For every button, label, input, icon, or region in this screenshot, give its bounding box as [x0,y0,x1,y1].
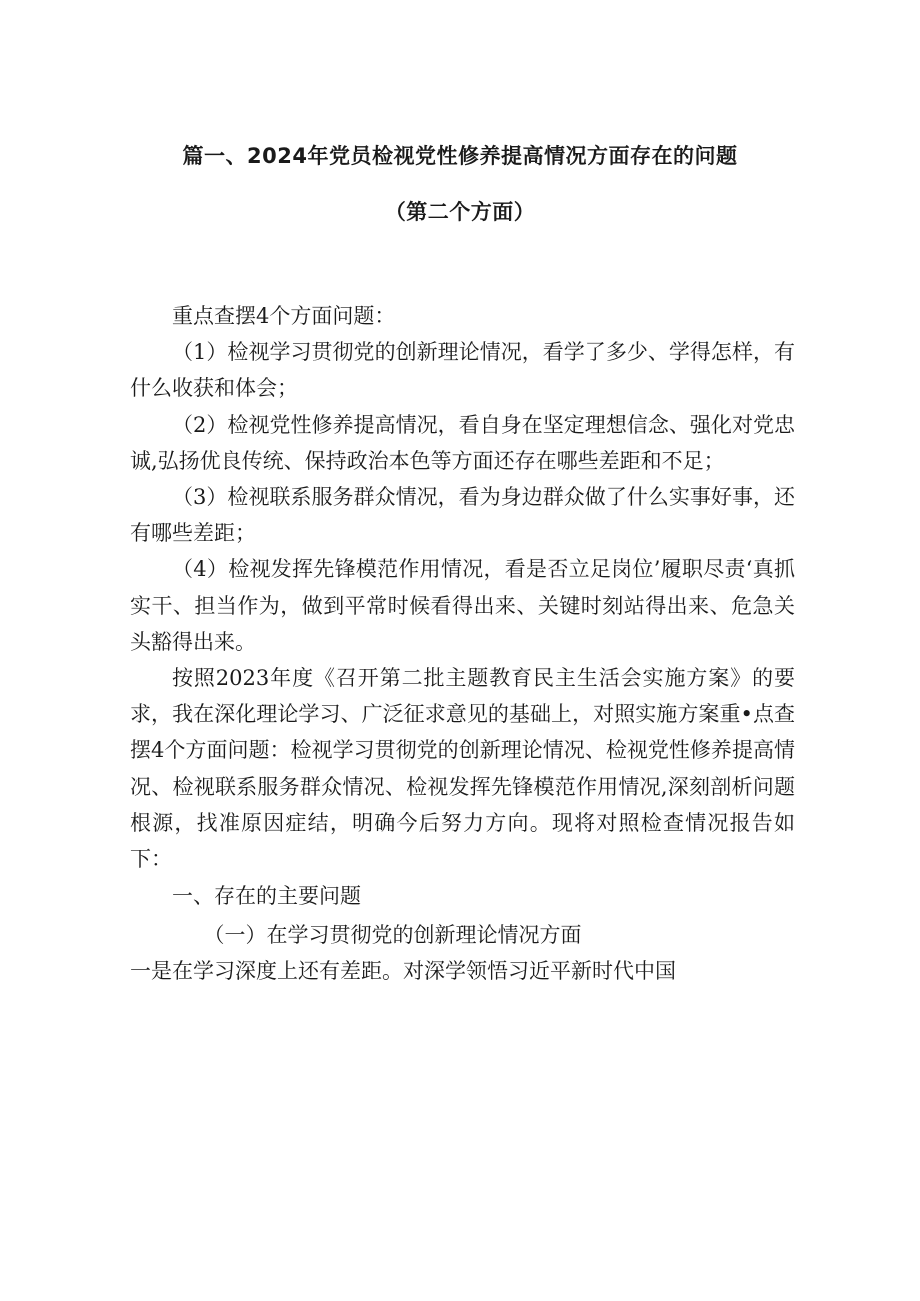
list-item: （4）检视发挥先锋模范作用情况，看是否立足岗位’履职尽责‘真抓实干、担当作为，做到平常时候看得出来、关键时刻站得出来、危急关头豁得出来。 [130,557,795,654]
document-subtitle: （第二个方面） [384,200,536,224]
list-item: （3）检视联系服务群众情况，看为身边群众做了什么实事好事，还有哪些差距； [130,485,795,546]
list-item: （2）检视党性修养提高情况，看自身在坚定理想信念、强化对党忠诚,弘扬优良传统、保持政治本色等方面还存在哪些差距和不足； [130,412,795,473]
intro-paragraph: 重点查摆4个方面问题： [172,304,396,328]
subsection-heading: （一）在学习贯彻党的创新理论情况方面 [203,923,582,948]
body-paragraph: 按照2023年度《召开第二批主题教育民主生活会实施方案》的要求，我在深化理论学习、广泛征求意见的基础上，对照实施方案重•点查摆4个方面问题：检视学习贯彻党的创新理论情况、检视党性修养提高情况、检视联系服务群众情况、检视发挥先锋模范作用情况,深刻剖析问题根源，找准原因症结，明确今后努力方向。现将对照检查情况报告如下： [130,666,795,872]
section-heading: 一、存在的主要问题 [172,884,361,909]
body-paragraph-start: 一是在学习深度上还有差距。对深学领悟习近平新时代中国 [130,959,676,984]
document-title: 篇一、2024年党员检视党性修养提高情况方面存在的问题 [182,144,738,168]
list-item: （1）检视学习贯彻党的创新理论情况，看学了多少、学得怎样，有什么收获和体会； [130,340,795,401]
document-body [130,298,795,990]
